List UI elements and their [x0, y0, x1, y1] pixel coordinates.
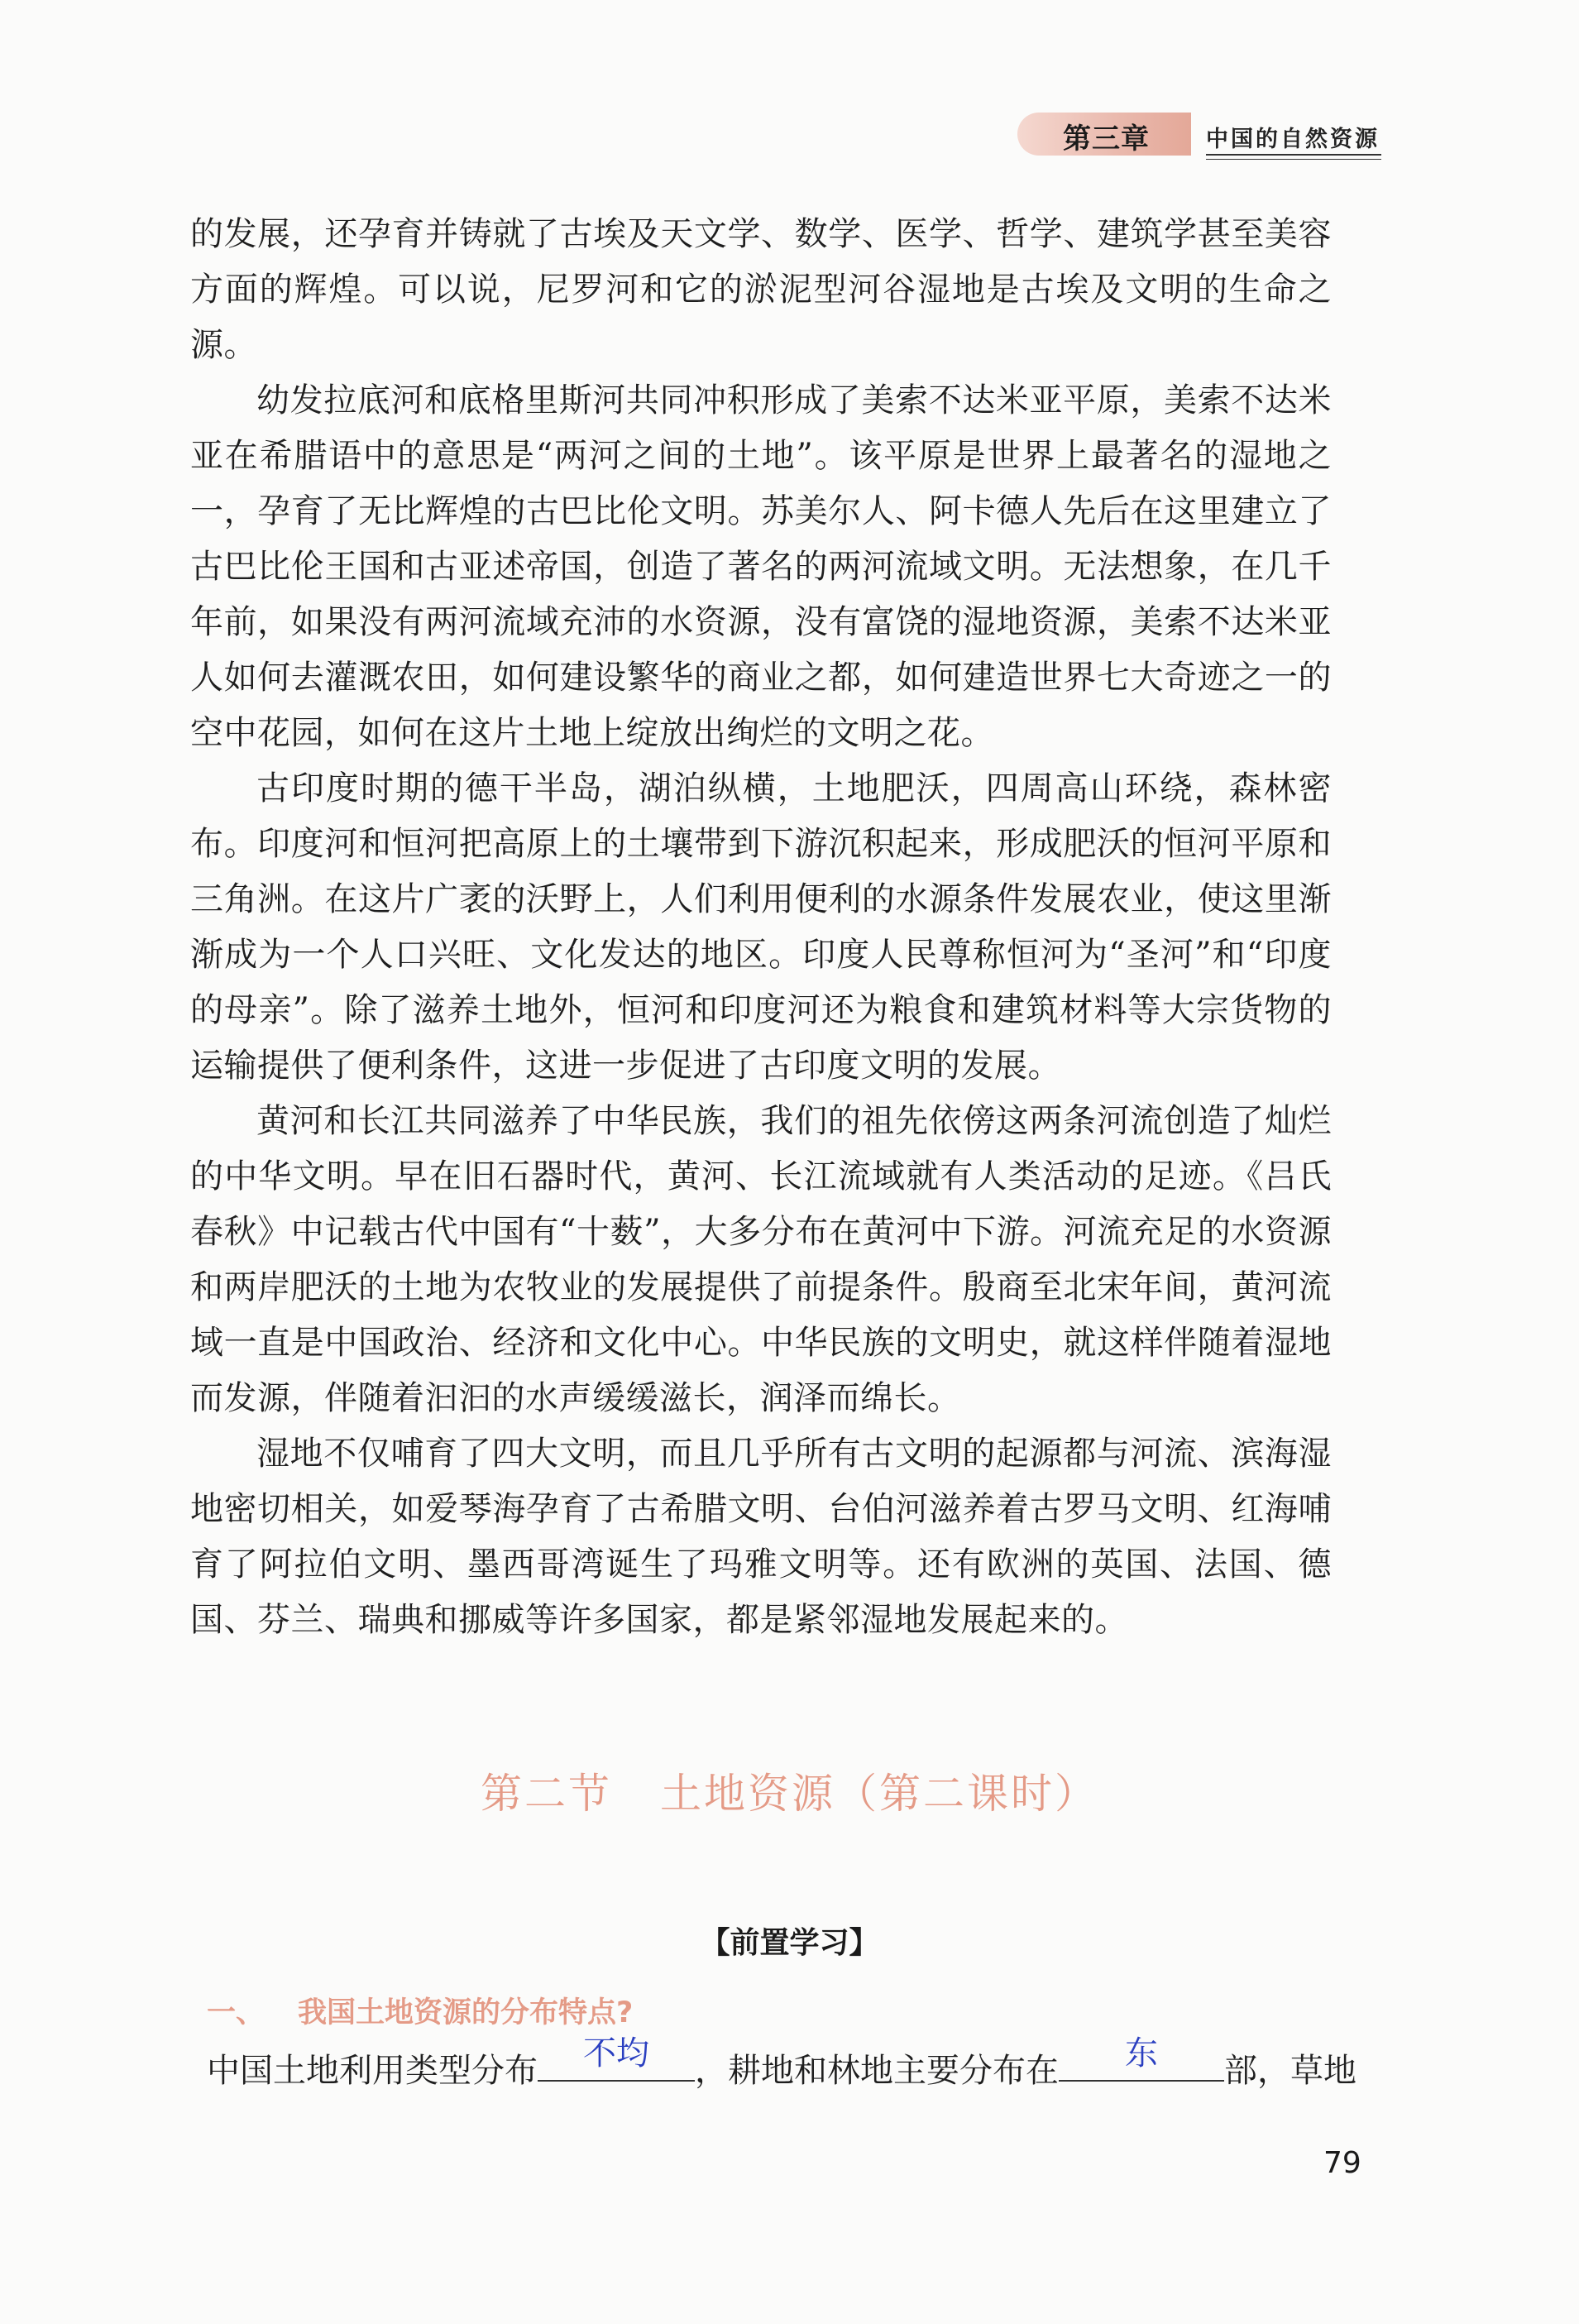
- paragraph: 古印度时期的德干半岛，湖泊纵横，土地肥沃，四周高山环绕，森林密布。印度河和恒河把高原上的土壤带到下游沉积起来，形成肥沃的恒河平原和三角洲。在这片广袤的沃野上，人们利用便利的水源条件发展农业，使这里渐渐成为一个人口兴旺、文化发达的地区。印度人民尊称恒河为“圣河”和“印度的母亲”。除了滋养土地外，恒河和印度河还为粮食和建筑材料等大宗货物的运输提供了便利条件，这进一步促进了古印度文明的发展。: [190, 769, 1332, 1085]
- page-number: 79: [1323, 2146, 1361, 2180]
- question-heading: [207, 1990, 633, 2031]
- sentence-text: 中国土地利用类型分布: [207, 2052, 538, 2090]
- handwritten-answer: 东: [1125, 2034, 1158, 2072]
- answer-blank[interactable]: [538, 2034, 695, 2082]
- question-number: 一、: [207, 1996, 266, 2029]
- chapter-label: 第三章: [1063, 122, 1150, 156]
- paragraph: 湿地不仅哺育了四大文明，而且几乎所有古文明的起源都与河流、滨海湿地密切相关，如爱琴海孕育了古希腊文明、台伯河滋养着古罗马文明、红海哺育了阿拉伯文明、墨西哥湾诞生了玛雅文明等。还有欧洲的英国、法国、德国、芬兰、瑞典和挪威等许多国家，都是紧邻湿地发展起来的。: [190, 1435, 1332, 1639]
- answer-blank[interactable]: [1059, 2034, 1224, 2082]
- paragraph: 的发展，还孕育并铸就了古埃及天文学、数学、医学、哲学、建筑学甚至美容方面的辉煌。可以说，尼罗河和它的淤泥型河谷湿地是古埃及文明的生命之源。: [190, 215, 1332, 364]
- page-header: [1017, 113, 1381, 162]
- section-number: 第二节: [481, 1770, 612, 1818]
- handwritten-answer: 不均: [583, 2034, 649, 2072]
- chapter-tab: [1017, 113, 1191, 156]
- section-title: [0, 1761, 1579, 1820]
- fill-in-sentence: [207, 2034, 1381, 2096]
- paragraph: 黄河和长江共同滋养了中华民族，我们的祖先依傍这两条河流创造了灿烂的中华文明。早在旧石器时代，黄河、长江流域就有人类活动的足迹。《吕氏春秋》中记载古代中国有“十薮”，大多分布在黄河中下游。河流充足的水资源和两岸肥沃的土地为农牧业的发展提供了前提条件。殷商至北宋年间，黄河流域一直是中国政治、经济和文化中心。中华民族的文明史，就这样伴随着湿地而发源，伴随着汩汩的水声缓缓滋长，润泽而绵长。: [190, 1102, 1332, 1417]
- header-rule-thin: [1206, 159, 1381, 160]
- subheading: 【前置学习】: [700, 1926, 879, 1960]
- sentence-text: 部，草地: [1224, 2052, 1357, 2090]
- paragraph: 幼发拉底河和底格里斯河共同冲积形成了美索不达米亚平原，美索不达米亚在希腊语中的意思是“两河之间的土地”。该平原是世界上最著名的湿地之一，孕育了无比辉煌的古巴比伦文明。苏美尔人、阿卡德人先后在这里建立了古巴比伦王国和古亚述帝国，创造了著名的两河流域文明。无法想象，在几千年前，如果没有两河流域充沛的水资源，没有富饶的湿地资源，美索不达米亚人如何去灌溉农田，如何建设繁华的商业之都，如何建造世界七大奇迹之一的空中花园，如何在这片土地上绽放出绚烂的文明之花。: [190, 381, 1332, 752]
- section-name: 土地资源（第二课时）: [660, 1770, 1098, 1818]
- question-text: 我国土地资源的分布特点?: [298, 1996, 634, 2029]
- sentence-text: ，耕地和林地主要分布在: [695, 2052, 1059, 2090]
- body-text: [190, 207, 1332, 1648]
- header-rule: [1206, 154, 1381, 156]
- chapter-name: 中国的自然资源: [1206, 127, 1380, 152]
